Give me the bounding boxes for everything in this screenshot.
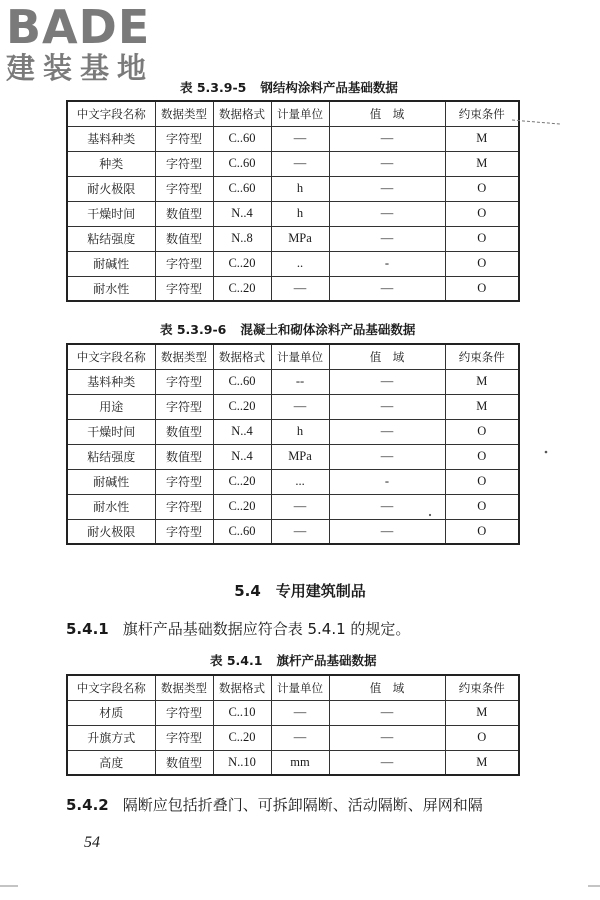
cell: C..60 bbox=[213, 519, 271, 544]
cell: 字符型 bbox=[155, 276, 213, 301]
table-row bbox=[67, 251, 519, 276]
cell: ... bbox=[271, 469, 329, 494]
table-flagpole bbox=[66, 674, 520, 776]
cell: 基料种类 bbox=[67, 126, 155, 151]
table-header-row bbox=[67, 675, 519, 700]
cell: — bbox=[329, 151, 445, 176]
table-concrete-masonry-coating bbox=[66, 343, 520, 545]
table-header-row bbox=[67, 344, 519, 369]
cell: 耐水性 bbox=[67, 276, 155, 301]
cell: — bbox=[329, 700, 445, 725]
cell: 数值型 bbox=[155, 201, 213, 226]
table-row bbox=[67, 151, 519, 176]
cell: N..4 bbox=[213, 444, 271, 469]
cell: 数值型 bbox=[155, 226, 213, 251]
cell: — bbox=[271, 394, 329, 419]
cell: — bbox=[329, 494, 445, 519]
cell: — bbox=[271, 494, 329, 519]
cell: 升旗方式 bbox=[67, 725, 155, 750]
cell: — bbox=[271, 725, 329, 750]
cell: C..20 bbox=[213, 394, 271, 419]
column-header: 数据格式 bbox=[213, 675, 271, 700]
cell: 字符型 bbox=[155, 176, 213, 201]
cell: C..60 bbox=[213, 151, 271, 176]
cell: 干燥时间 bbox=[67, 201, 155, 226]
table-row bbox=[67, 201, 519, 226]
cell: 粘结强度 bbox=[67, 226, 155, 251]
cell: 耐水性 bbox=[67, 494, 155, 519]
table-header-row bbox=[67, 101, 519, 126]
cell: 耐火极限 bbox=[67, 176, 155, 201]
cell: 字符型 bbox=[155, 469, 213, 494]
table-row bbox=[67, 700, 519, 725]
cell: .. bbox=[271, 251, 329, 276]
cell: 字符型 bbox=[155, 700, 213, 725]
cell: -- bbox=[271, 369, 329, 394]
cell: — bbox=[329, 226, 445, 251]
cell: mm bbox=[271, 750, 329, 775]
column-header: 中文字段名称 bbox=[67, 344, 155, 369]
cell: 高度 bbox=[67, 750, 155, 775]
cell: O bbox=[445, 226, 519, 251]
cell: O bbox=[445, 419, 519, 444]
table-row bbox=[67, 444, 519, 469]
cell: 字符型 bbox=[155, 251, 213, 276]
cell: N..4 bbox=[213, 419, 271, 444]
cell: 字符型 bbox=[155, 494, 213, 519]
cell: N..4 bbox=[213, 201, 271, 226]
table-row bbox=[67, 226, 519, 251]
cell: C..60 bbox=[213, 176, 271, 201]
cell: 数值型 bbox=[155, 419, 213, 444]
cell: — bbox=[271, 126, 329, 151]
cell: - bbox=[329, 469, 445, 494]
cell: 数值型 bbox=[155, 444, 213, 469]
cell: — bbox=[271, 276, 329, 301]
cell: 干燥时间 bbox=[67, 419, 155, 444]
cell: M bbox=[445, 126, 519, 151]
cell: h bbox=[271, 201, 329, 226]
cell: 用途 bbox=[67, 394, 155, 419]
clause-5-4-1: 5.4.1 旗杆产品基础数据应符合表 5.4.1 的规定。 bbox=[66, 620, 411, 638]
table-row bbox=[67, 369, 519, 394]
table-row bbox=[67, 176, 519, 201]
column-header: 约束条件 bbox=[445, 675, 519, 700]
column-header: 计量单位 bbox=[271, 675, 329, 700]
cell: O bbox=[445, 444, 519, 469]
column-header: 数据类型 bbox=[155, 675, 213, 700]
cell: 字符型 bbox=[155, 369, 213, 394]
column-header: 数据类型 bbox=[155, 344, 213, 369]
table-caption: 表 5.3.9-6 混凝土和砌体涂料产品基础数据 bbox=[160, 322, 416, 337]
table-row bbox=[67, 394, 519, 419]
cell: MPa bbox=[271, 444, 329, 469]
cell: - bbox=[329, 251, 445, 276]
cell: M bbox=[445, 151, 519, 176]
table-row bbox=[67, 725, 519, 750]
cell: M bbox=[445, 369, 519, 394]
cell: 数值型 bbox=[155, 750, 213, 775]
cell: O bbox=[445, 519, 519, 544]
cell: O bbox=[445, 201, 519, 226]
cell: 粘结强度 bbox=[67, 444, 155, 469]
cell: 字符型 bbox=[155, 519, 213, 544]
column-header: 数据类型 bbox=[155, 101, 213, 126]
cell: — bbox=[271, 700, 329, 725]
cell: MPa bbox=[271, 226, 329, 251]
column-header: 数据格式 bbox=[213, 344, 271, 369]
table-row bbox=[67, 419, 519, 444]
table-row bbox=[67, 494, 519, 519]
cell: C..20 bbox=[213, 725, 271, 750]
cell: O bbox=[445, 469, 519, 494]
table-row bbox=[67, 126, 519, 151]
table-row bbox=[67, 469, 519, 494]
cell: 字符型 bbox=[155, 151, 213, 176]
table-steel-coating bbox=[66, 100, 520, 302]
cell: h bbox=[271, 176, 329, 201]
logo-wordmark: BADE bbox=[6, 0, 151, 54]
cell: M bbox=[445, 394, 519, 419]
cell: N..8 bbox=[213, 226, 271, 251]
cell: C..20 bbox=[213, 251, 271, 276]
column-header: 值 域 bbox=[329, 344, 445, 369]
cell: — bbox=[329, 126, 445, 151]
cell: C..60 bbox=[213, 126, 271, 151]
cell: N..10 bbox=[213, 750, 271, 775]
cell: — bbox=[329, 750, 445, 775]
brand-logo bbox=[6, 0, 176, 85]
cell: 材质 bbox=[67, 700, 155, 725]
column-header: 中文字段名称 bbox=[67, 675, 155, 700]
column-header: 计量单位 bbox=[271, 101, 329, 126]
cell: 耐火极限 bbox=[67, 519, 155, 544]
cell: O bbox=[445, 176, 519, 201]
cell: — bbox=[271, 151, 329, 176]
cell: M bbox=[445, 700, 519, 725]
cell: 基料种类 bbox=[67, 369, 155, 394]
section-heading: 5.4 专用建筑制品 bbox=[234, 582, 366, 600]
cell: O bbox=[445, 251, 519, 276]
clause-5-4-2: 5.4.2 隔断应包括折叠门、可拆卸隔断、活动隔断、屏网和隔 bbox=[66, 796, 483, 814]
cell: — bbox=[329, 176, 445, 201]
column-header: 约束条件 bbox=[445, 344, 519, 369]
cell: 耐碱性 bbox=[67, 251, 155, 276]
page-number: 54 bbox=[84, 834, 100, 851]
cell: — bbox=[329, 725, 445, 750]
cell: O bbox=[445, 276, 519, 301]
table-row bbox=[67, 519, 519, 544]
column-header: 值 域 bbox=[329, 101, 445, 126]
cell: — bbox=[329, 394, 445, 419]
table-caption: 表 5.3.9-5 钢结构涂料产品基础数据 bbox=[180, 80, 398, 95]
cell: — bbox=[271, 519, 329, 544]
column-header: 中文字段名称 bbox=[67, 101, 155, 126]
cell: M bbox=[445, 750, 519, 775]
column-header: 值 域 bbox=[329, 675, 445, 700]
logo-subtitle: 建装基地 bbox=[6, 51, 155, 85]
column-header: 约束条件 bbox=[445, 101, 519, 126]
table-row bbox=[67, 750, 519, 775]
table-row bbox=[67, 276, 519, 301]
column-header: 计量单位 bbox=[271, 344, 329, 369]
cell: C..10 bbox=[213, 700, 271, 725]
cell: — bbox=[329, 201, 445, 226]
cell: 种类 bbox=[67, 151, 155, 176]
cell: 耐碱性 bbox=[67, 469, 155, 494]
cell: O bbox=[445, 494, 519, 519]
table-caption: 表 5.4.1 旗杆产品基础数据 bbox=[210, 653, 377, 668]
cell: C..20 bbox=[213, 469, 271, 494]
cell: C..20 bbox=[213, 276, 271, 301]
cell: C..20 bbox=[213, 494, 271, 519]
cell: — bbox=[329, 369, 445, 394]
cell: 字符型 bbox=[155, 725, 213, 750]
cell: 字符型 bbox=[155, 394, 213, 419]
cell: h bbox=[271, 419, 329, 444]
cell: C..60 bbox=[213, 369, 271, 394]
cell: — bbox=[329, 444, 445, 469]
cell: — bbox=[329, 419, 445, 444]
cell: O bbox=[445, 725, 519, 750]
column-header: 数据格式 bbox=[213, 101, 271, 126]
cell: 字符型 bbox=[155, 126, 213, 151]
cell: — bbox=[329, 276, 445, 301]
cell: — bbox=[329, 519, 445, 544]
